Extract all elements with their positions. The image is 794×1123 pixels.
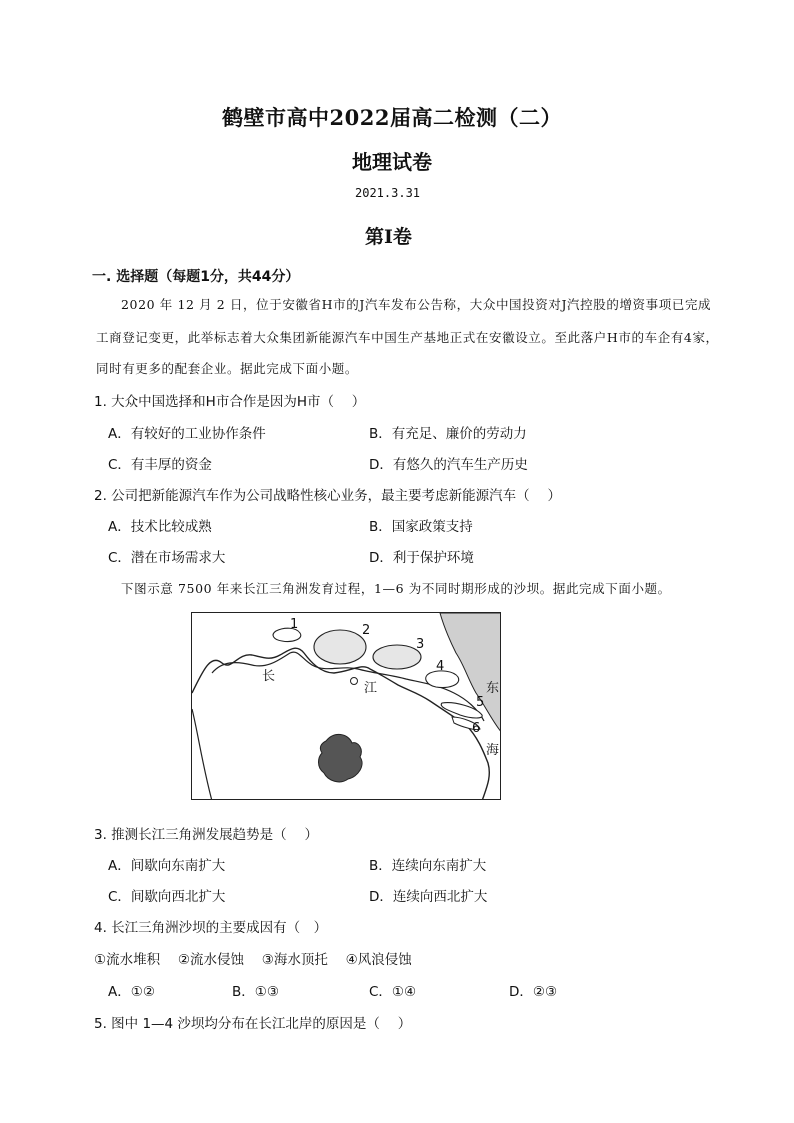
option-c[interactable]: C．间歇向西北扩大 [108, 889, 226, 905]
map-label-dong: 东 [486, 681, 500, 696]
option-a[interactable]: A．①② [108, 984, 155, 1000]
passage-line: 工商登记变更，此举标志着大众集团新能源汽车中国生产基地正式在安徽设立。至此落户H市的车企有4家， [96, 330, 719, 345]
question-stem: 5. 图中 1—4 沙坝均分布在长江北岸的原因是（ ） [94, 1016, 412, 1032]
map-label-jiang: 江 [364, 681, 378, 696]
question-stem: 3. 推测长江三角洲发展趋势是（ ） [94, 827, 318, 843]
question-stem: 4. 长江三角洲沙坝的主要成因有（ ） [94, 920, 328, 936]
option-c[interactable]: C．有丰厚的资金 [108, 457, 212, 473]
option-b[interactable]: B．①③ [232, 984, 279, 1000]
option-b[interactable]: B．国家政策支持 [369, 519, 473, 535]
option-d[interactable]: D．②③ [509, 984, 558, 1000]
sandbar-label-1: 1 [290, 617, 299, 632]
exam-title: 鹤壁市高中2022届高二检测（二） [222, 105, 562, 130]
sandbar-2 [314, 630, 366, 664]
lake [319, 734, 363, 781]
west-shore [192, 709, 212, 800]
map-drawing [192, 613, 501, 800]
option-a[interactable]: A．技术比较成熟 [108, 519, 212, 535]
option-c[interactable]: C．潜在市场需求大 [108, 550, 226, 566]
volume-heading: 第Ⅰ卷 [365, 226, 412, 248]
section-heading: 一. 选择题（每题1分，共44分） [92, 269, 300, 285]
sandbar-3 [373, 645, 421, 669]
option-b[interactable]: B．有充足、廉价的劳动力 [369, 426, 527, 442]
map-label-hai: 海 [486, 743, 500, 758]
sandbar-label-5: 5 [476, 695, 485, 710]
passage-line: 2020 年 12 月 2 日，位于安徽省H市的J汽车发布公告称，大众中国投资对J汽控股的增资事项已完成 [121, 297, 712, 312]
question-stem: 2. 公司把新能源汽车作为公司战略性核心业务，最主要考虑新能源汽车（ ） [94, 488, 561, 504]
option-d[interactable]: D．连续向西北扩大 [369, 889, 488, 905]
question-stem: 1. 大众中国选择和H市合作是因为H市（ ） [94, 394, 366, 410]
river-islet [351, 678, 358, 685]
sandbar-label-6: 6 [472, 721, 481, 736]
sandbar-label-2: 2 [362, 623, 371, 638]
choice-list: ①流水堆积 ②流水侵蚀 ③海水顶托 ④风浪侵蚀 [94, 952, 412, 968]
option-d[interactable]: D．有悠久的汽车生产历史 [369, 457, 528, 473]
sandbar-label-3: 3 [416, 637, 425, 652]
option-a[interactable]: A．间歇向东南扩大 [108, 858, 226, 874]
sandbar-label-4: 4 [436, 659, 445, 674]
exam-date: 2021.3.31 [355, 186, 421, 200]
exam-subtitle: 地理试卷 [352, 150, 432, 174]
passage-line: 同时有更多的配套企业。据此完成下面小题。 [96, 361, 359, 376]
map-label-chang: 长 [262, 669, 276, 684]
option-c[interactable]: C．①④ [369, 984, 417, 1000]
option-d[interactable]: D．利于保护环境 [369, 550, 474, 566]
map-intro: 下图示意 7500 年来长江三角洲发育过程，1—6 为不同时期形成的沙坝。据此完成下面小题。 [121, 581, 671, 596]
yangtze-delta-map [191, 612, 501, 800]
option-a[interactable]: A．有较好的工业协作条件 [108, 426, 266, 442]
option-b[interactable]: B．连续向东南扩大 [369, 858, 487, 874]
